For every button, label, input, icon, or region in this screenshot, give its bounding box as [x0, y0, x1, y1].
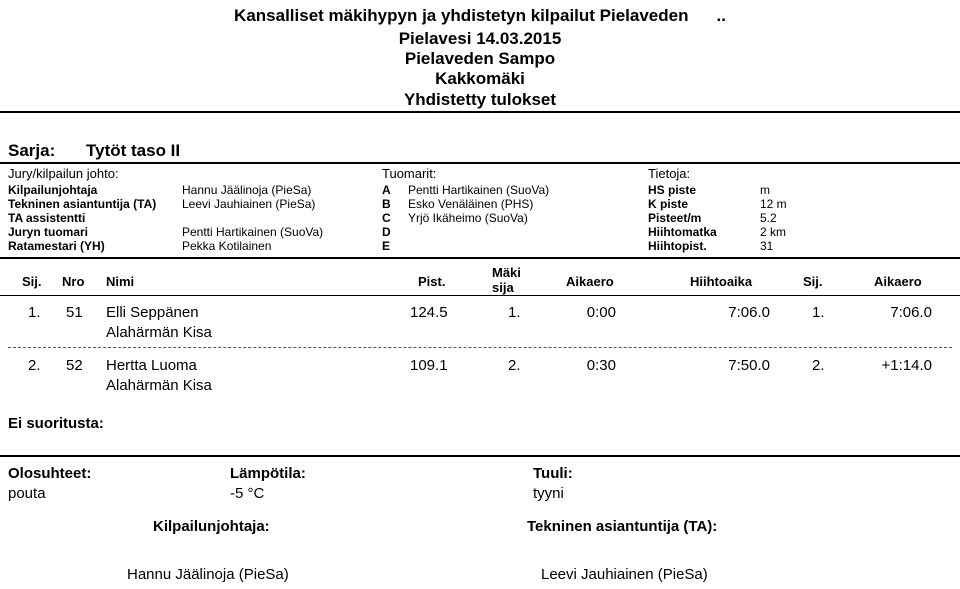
jury-role: Juryn tuomari — [8, 225, 89, 239]
column-header-divider — [0, 295, 960, 296]
ski-time: 7:50.0 — [728, 357, 770, 374]
start-gap: 0:00 — [586, 304, 616, 321]
temperature-value: -5 °C — [230, 485, 265, 502]
series-label: Sarja: — [8, 141, 56, 160]
jump-points: 109.1 — [410, 357, 448, 374]
jury-title: Jury/kilpailun johto: — [8, 166, 119, 181]
col-ski-time: Hiihtoaika — [690, 274, 753, 289]
judge-name: Pentti Hartikainen (SuoVa) — [408, 183, 550, 197]
jury-name: Hannu Jäälinoja (PieSa) — [182, 183, 312, 197]
bib: 51 — [66, 304, 83, 321]
final-gap: 7:06.0 — [890, 304, 932, 321]
jury-name: Leevi Jauhiainen (PieSa) — [182, 197, 316, 211]
start-gap: 0:30 — [586, 357, 616, 374]
event-date: Pielavesi 14.03.2015 — [398, 29, 562, 48]
rank: 2. — [28, 357, 41, 374]
col-points: Pist. — [418, 274, 446, 289]
jury-name: Pekka Kotilainen — [182, 239, 272, 253]
series-value: Tytöt taso II — [86, 141, 181, 160]
final-rank: 2. — [812, 357, 825, 374]
final-gap: +1:14.0 — [881, 357, 932, 374]
judge-name: Yrjö Ikäheimo (SuoVa) — [408, 211, 528, 225]
event-title: Kansalliset mäkihypyn ja yhdistetyn kilpailut Pielaveden .. — [234, 6, 726, 25]
info-value: 31 — [760, 239, 774, 253]
conditions-value: pouta — [8, 485, 46, 502]
jump-points: 124.5 — [410, 304, 448, 321]
col-start-gap: Aikaero — [566, 274, 614, 289]
jury-role: TA assistentti — [8, 211, 86, 225]
no-performance-label: Ei suoritusta: — [8, 415, 104, 432]
header-divider — [0, 111, 960, 113]
results-title: Yhdistetty tulokset — [403, 90, 557, 109]
info-label: HS piste — [648, 183, 697, 197]
director-name: Hannu Jäälinoja (PieSa) — [127, 566, 289, 583]
col-jump-rank: Mäki sija — [492, 265, 521, 295]
jury-name: Pentti Hartikainen (SuoVa) — [182, 225, 324, 239]
temperature-label: Lämpötila: — [230, 465, 306, 482]
info-label: Pisteet/m — [648, 211, 702, 225]
footer-divider — [0, 455, 960, 457]
judges-title: Tuomarit: — [382, 166, 437, 181]
director-label: Kilpailunjohtaja: — [153, 518, 270, 535]
athlete-name: Elli Seppänen — [106, 304, 199, 321]
judge-letter: E — [382, 239, 391, 253]
wind-value: tyyni — [533, 485, 564, 502]
organizer: Pielaveden Sampo — [404, 49, 556, 68]
judge-letter: C — [382, 211, 391, 225]
bib: 52 — [66, 357, 83, 374]
jury-role: Ratamestari (YH) — [8, 239, 105, 253]
judge-letter: A — [382, 183, 391, 197]
jury-role: Kilpailunjohtaja — [8, 183, 98, 197]
jury-role: Tekninen asiantuntija (TA) — [8, 197, 157, 211]
series-divider — [0, 162, 960, 164]
judge-letter: D — [382, 225, 391, 239]
athlete-name: Hertta Luoma — [106, 357, 197, 374]
info-value: m — [760, 183, 770, 197]
info-title: Tietoja: — [648, 166, 691, 181]
row-separator — [8, 347, 952, 348]
jump-rank: 2. — [508, 357, 521, 374]
technical-delegate-label: Tekninen asiantuntija (TA): — [527, 518, 718, 535]
info-label: K piste — [648, 197, 689, 211]
col-bib: Nro — [62, 274, 85, 289]
club-name: Alahärmän Kisa — [106, 377, 212, 394]
conditions-label: Olosuhteet: — [8, 465, 92, 482]
wind-label: Tuuli: — [533, 465, 573, 482]
rank: 1. — [28, 304, 41, 321]
judge-letter: B — [382, 197, 391, 211]
info-divider — [0, 257, 960, 259]
ski-time: 7:06.0 — [728, 304, 770, 321]
col-final-gap: Aikaero — [874, 274, 922, 289]
jump-rank: 1. — [508, 304, 521, 321]
col-rank: Sij. — [22, 274, 42, 289]
info-value: 12 m — [760, 197, 787, 211]
final-rank: 1. — [812, 304, 825, 321]
info-label: Hiihtopist. — [648, 239, 707, 253]
col-final-rank: Sij. — [803, 274, 823, 289]
club-name: Alahärmän Kisa — [106, 324, 212, 341]
technical-delegate-name: Leevi Jauhiainen (PieSa) — [541, 566, 708, 583]
judge-name: Esko Venäläinen (PHS) — [408, 197, 534, 211]
col-name: Nimi — [106, 274, 135, 289]
info-value: 2 km — [760, 225, 787, 239]
venue: Kakkomäki — [435, 69, 525, 88]
info-label: Hiihtomatka — [648, 225, 717, 239]
info-value: 5.2 — [760, 211, 777, 225]
